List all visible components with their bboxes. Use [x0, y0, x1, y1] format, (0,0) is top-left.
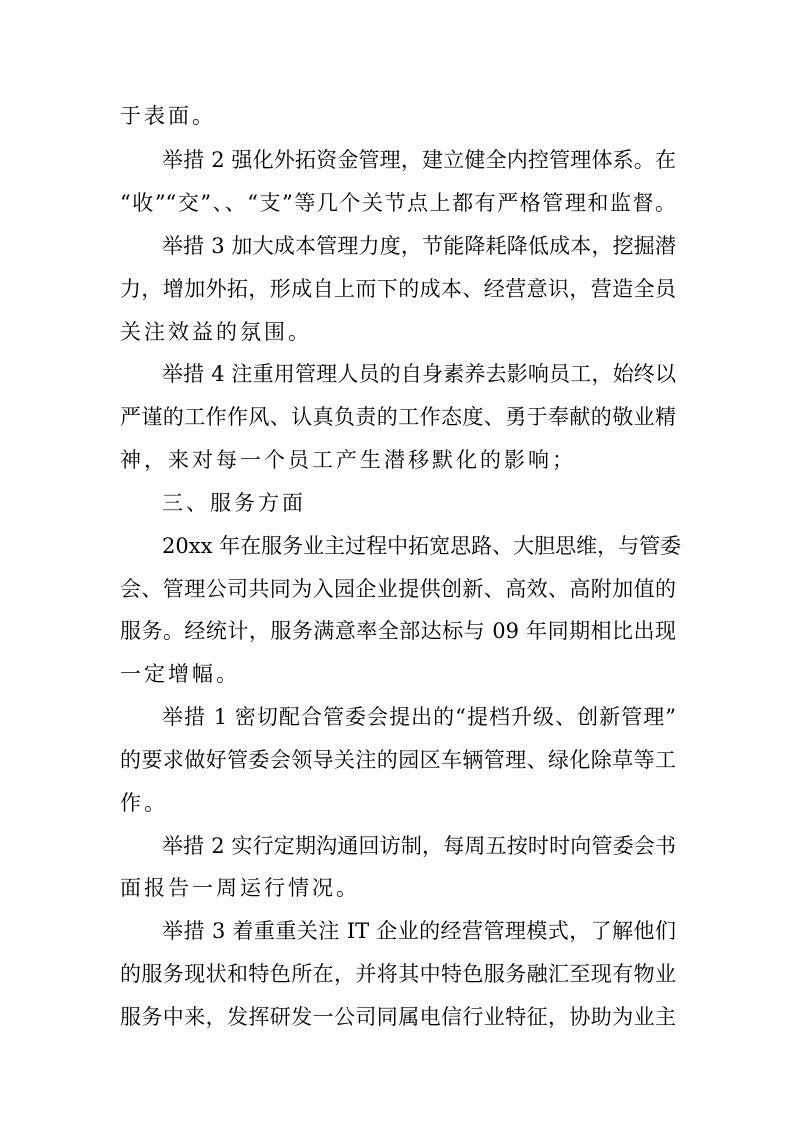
text-line: “收”“交”、、“支”等几个关节点上都有严格管理和监督。 — [120, 191, 676, 215]
text-line: 举措 4 注重用管理人员的自身素养去影响员工，始终以 — [162, 362, 676, 386]
text-line: 举措 2 强化外拓资金管理，建立健全内控管理体系。在 — [162, 148, 676, 172]
text-line: 会、管理公司共同为入园企业提供创新、高效、高附加值的 — [120, 577, 676, 601]
text-line: 神，来对每一个员工产生潜移默化的影响； — [120, 448, 576, 472]
text-line: 于表面。 — [120, 104, 216, 128]
text-line: 举措 3 着重重关注 IT 企业的经营管理模式，了解他们 — [162, 919, 676, 943]
text-line: 举措 3 加大成本管理力度，节能降耗降低成本，挖掘潜 — [162, 234, 676, 258]
text-line: 举措 1 密切配合管委会提出的“提档升级、创新管理” — [162, 705, 676, 729]
text-line: 作。 — [120, 791, 168, 815]
text-line: 服务中来，发挥研发一公司同属电信行业特征，协助为业主 — [120, 1005, 676, 1029]
text-line: 的要求做好管委会领导关注的园区车辆管理、绿化除草等工 — [120, 748, 676, 772]
text-line: 关注效益的氛围。 — [120, 320, 312, 344]
text-line: 一定增幅。 — [120, 662, 240, 686]
text-line: 20xx 年在服务业主过程中拓宽思路、大胆思维，与管委 — [162, 534, 682, 558]
section-heading: 三、服务方面 — [162, 491, 306, 515]
text-line: 服务。经统计，服务满意率全部达标与 09 年同期相比出现 — [120, 619, 676, 643]
text-line: 力，增加外拓，形成自上而下的成本、经营意识，营造全员 — [120, 277, 676, 301]
text-line: 面报告一周运行情况。 — [120, 876, 360, 900]
text-line: 举措 2 实行定期沟通回访制，每周五按时时向管委会书 — [162, 834, 676, 858]
text-line: 严谨的工作作风、认真负责的工作态度、勇于奉献的敬业精 — [120, 405, 676, 429]
text-line: 的服务现状和特色所在，并将其中特色服务融汇至现有物业 — [120, 962, 676, 986]
